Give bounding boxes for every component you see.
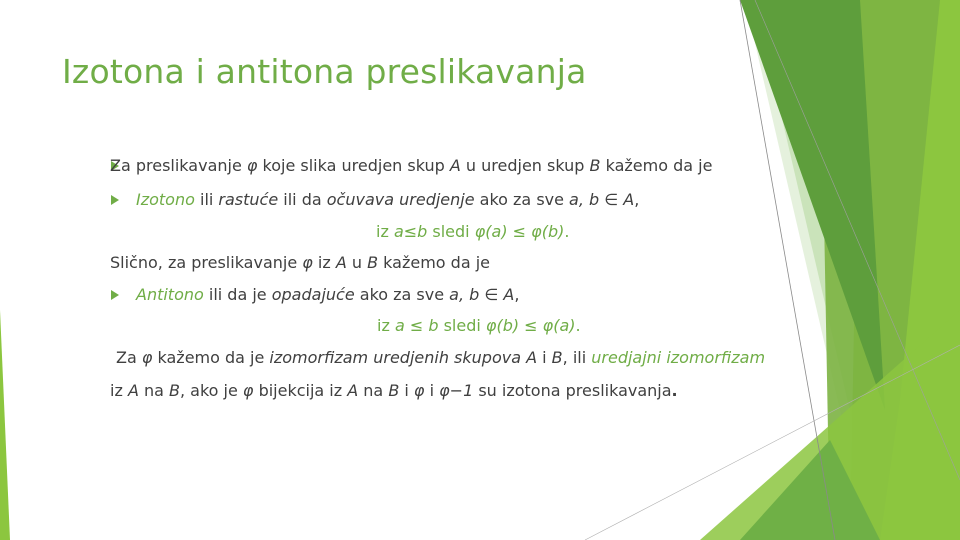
line-7-set-a: A — [526, 348, 538, 367]
line-7 — [116, 348, 765, 367]
line-1 — [110, 156, 712, 175]
line-7-text-4: , ili — [562, 348, 592, 367]
term-antitono: Antitono — [136, 285, 204, 304]
line-1-set-b: B — [589, 156, 601, 175]
line-4-text-4: kažemo da je — [378, 253, 491, 272]
line-4-set-a: A — [335, 253, 347, 272]
line-3-text-2: sledi — [427, 222, 475, 241]
line-7-text-2: kažemo da je — [152, 348, 270, 367]
line-4-phi: φ — [302, 253, 313, 272]
term-izotono: Izotono — [136, 190, 195, 209]
term-opadajuce: opadajuće — [271, 285, 355, 304]
line-8 — [110, 381, 678, 400]
line-8-text-3: , ako je — [180, 381, 243, 400]
line-2-text-2: ili da — [278, 190, 327, 209]
line-8-text-5: na — [358, 381, 389, 400]
line-2-text-3: ako za sve — [474, 190, 570, 209]
line-8-set-b: B — [169, 381, 180, 400]
line-8-set-a: A — [127, 381, 139, 400]
line-8-phi: φ — [242, 381, 254, 400]
line-6 — [377, 316, 581, 335]
line-7-set-b: B — [551, 348, 563, 367]
line-1-text-2: koje slika uredjen skup — [257, 156, 450, 175]
line-8-text-1: iz — [110, 381, 128, 400]
line-3-text-1: iz — [376, 222, 394, 241]
line-5 — [136, 285, 519, 304]
line-8-text-2: na — [138, 381, 170, 400]
line-6-text-3: . — [575, 316, 581, 335]
line-2-text-4: , — [634, 190, 640, 209]
line-8-text-7: i — [424, 381, 440, 400]
line-5-text-2: ako za sve — [354, 285, 450, 304]
deco-left-strip — [0, 310, 10, 540]
line-1-text-3: u uredjen skup — [460, 156, 590, 175]
line-8-period: . — [671, 381, 678, 400]
line-5-text-3: , — [514, 285, 520, 304]
line-7-text-3: i — [537, 348, 552, 367]
line-4-set-b: B — [367, 253, 379, 272]
line-2-vars: a, b ∈ A — [569, 190, 635, 209]
line-5-vars: a, b ∈ A — [449, 285, 515, 304]
line-1-phi: φ — [246, 156, 258, 175]
line-7-phi: φ — [141, 348, 153, 367]
line-8-text-6: i — [399, 381, 414, 400]
slide-title: Izotona i antitona preslikavanja — [62, 52, 587, 91]
line-3-result: φ(a) ≤ φ(b) — [474, 222, 565, 241]
term-izomorfizam: izomorfizam uredjenih skupova — [269, 348, 521, 367]
line-4-text-1: Slično, za preslikavanje — [110, 253, 303, 272]
line-1-set-a: A — [449, 156, 461, 175]
line-3-text-3: . — [564, 222, 570, 241]
line-2-text-1: ili — [194, 190, 219, 209]
line-6-condition: a ≤ b — [394, 316, 439, 335]
bullet-2-icon — [111, 195, 119, 205]
line-8-text-8: su izotona preslikavanja — [473, 381, 672, 400]
line-3 — [376, 222, 569, 241]
line-7-text-1: Za — [116, 348, 142, 367]
line-5-text-1: ili da je — [203, 285, 272, 304]
term-rastuce: rastuće — [218, 190, 279, 209]
line-4 — [110, 253, 490, 272]
line-1-text-4: kažemo da je — [600, 156, 713, 175]
line-4-text-3: u — [346, 253, 368, 272]
bullet-3-icon — [111, 290, 119, 300]
line-4-text-2: iz — [312, 253, 336, 272]
line-8-text-4: bijekcija iz — [253, 381, 348, 400]
term-uredjajni-izomorfizam: uredjajni izomorfizam — [591, 348, 766, 367]
line-8-phi-inverse: φ−1 — [439, 381, 474, 400]
line-6-text-1: iz — [377, 316, 395, 335]
line-8-phi-2: φ — [413, 381, 425, 400]
line-1-text-1: Za preslikavanje — [110, 156, 247, 175]
term-ocuvava-uredjenje: očuvava uredjenje — [326, 190, 475, 209]
line-8-set-b-2: B — [388, 381, 400, 400]
line-2 — [136, 190, 639, 209]
line-6-text-2: sledi — [438, 316, 486, 335]
line-8-set-a-2: A — [347, 381, 359, 400]
line-3-condition: a≤b — [393, 222, 428, 241]
line-6-result: φ(b) ≤ φ(a) — [485, 316, 576, 335]
